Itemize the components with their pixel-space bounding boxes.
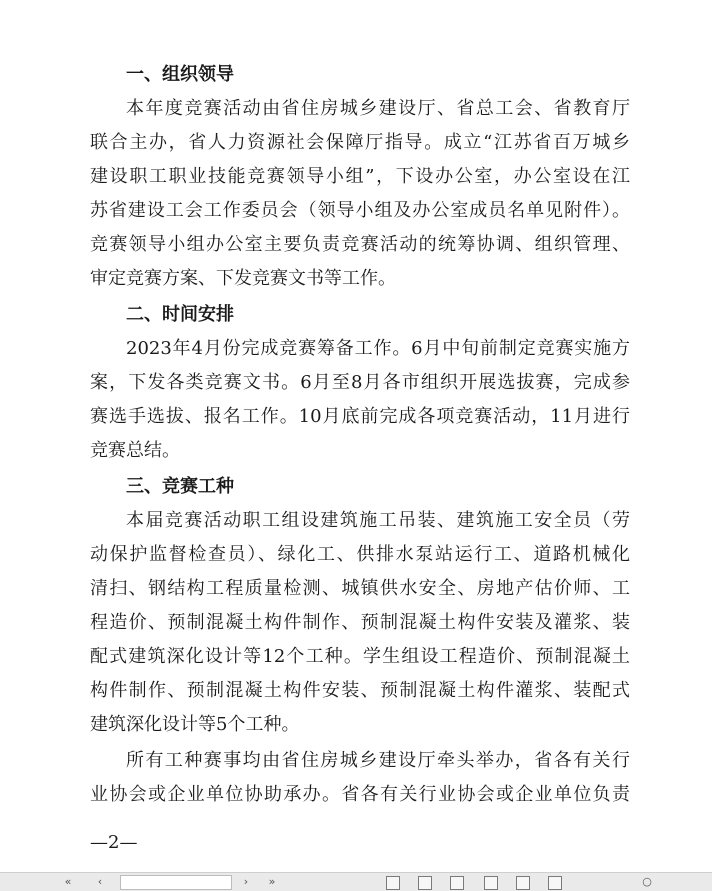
paragraph-line: 建设职工职业技能竞赛领导小组”，下设办公室，办公室设在江 xyxy=(90,166,630,187)
paragraph-line: 程造价、预制混凝土构件制作、预制混凝土构件安装及灌浆、装 xyxy=(90,612,630,633)
paragraph-line: 动保护监督检查员）、绿化工、供排水泵站运行工、道路机械化 xyxy=(90,544,630,565)
paragraph-line: 竞赛领导小组办公室主要负责竞赛活动的统筹协调、组织管理、 xyxy=(90,234,630,255)
paragraph-line: 竞赛总结。 xyxy=(90,440,180,461)
paragraph-line: 本届竞赛活动职工组设建筑施工吊装、建筑施工安全员（劳 xyxy=(126,510,630,531)
fit-page-icon[interactable] xyxy=(516,876,530,890)
section-heading-organization: 一、组织领导 xyxy=(126,64,234,85)
search-icon[interactable]: ○ xyxy=(642,875,652,888)
first-page-icon[interactable]: « xyxy=(64,875,72,888)
paragraph-line: 所有工种赛事均由省住房城乡建设厅牵头举办，省各有关行 xyxy=(126,750,630,771)
paragraph-line: 赛选手选拔、报名工作。10月底前完成各项竞赛活动，11月进行 xyxy=(90,406,630,427)
paragraph-line: 审定竞赛方案、下发竞赛文书等工作。 xyxy=(90,268,396,289)
viewer-toolbar xyxy=(0,872,712,891)
continuous-view-icon[interactable] xyxy=(418,876,432,890)
rotate-icon[interactable] xyxy=(548,876,562,890)
single-page-view-icon[interactable] xyxy=(386,876,400,890)
page-number: —2— xyxy=(90,832,138,853)
last-page-icon[interactable]: » xyxy=(268,875,276,888)
paragraph-line: 苏省建设工会工作委员会（领导小组及办公室成员名单见附件）。 xyxy=(90,200,630,221)
paragraph-line: 业协会或企业单位协助承办。省各有关行业协会或企业单位负责 xyxy=(90,784,630,805)
paragraph-line: 建筑深化设计等5个工种。 xyxy=(90,714,300,735)
page-input[interactable] xyxy=(120,875,232,890)
paragraph-line: 2023年4月份完成竞赛筹备工作。6月中旬前制定竞赛实施方 xyxy=(126,338,630,359)
section-heading-schedule: 二、时间安排 xyxy=(126,304,234,325)
paragraph-line: 配式建筑深化设计等12个工种。学生组设工程造价、预制混凝土 xyxy=(90,646,630,667)
paragraph-line: 清扫、钢结构工程质量检测、城镇供水安全、房地产估价师、工 xyxy=(90,578,630,599)
paragraph-line: 联合主办，省人力资源社会保障厅指导。成立“江苏省百万城乡 xyxy=(90,132,630,153)
paragraph-line: 案，下发各类竞赛文书。6月至8月各市组织开展选拔赛，完成参 xyxy=(90,372,630,393)
paragraph-line: 本年度竞赛活动由省住房城乡建设厅、省总工会、省教育厅 xyxy=(126,98,630,119)
fit-width-icon[interactable] xyxy=(484,876,498,890)
two-page-view-icon[interactable] xyxy=(450,876,464,890)
next-page-icon[interactable]: › xyxy=(243,875,249,888)
section-heading-trades: 三、竞赛工种 xyxy=(126,476,234,497)
paragraph-line: 构件制作、预制混凝土构件安装、预制混凝土构件灌浆、装配式 xyxy=(90,680,630,701)
previous-page-icon[interactable]: ‹ xyxy=(97,875,103,888)
